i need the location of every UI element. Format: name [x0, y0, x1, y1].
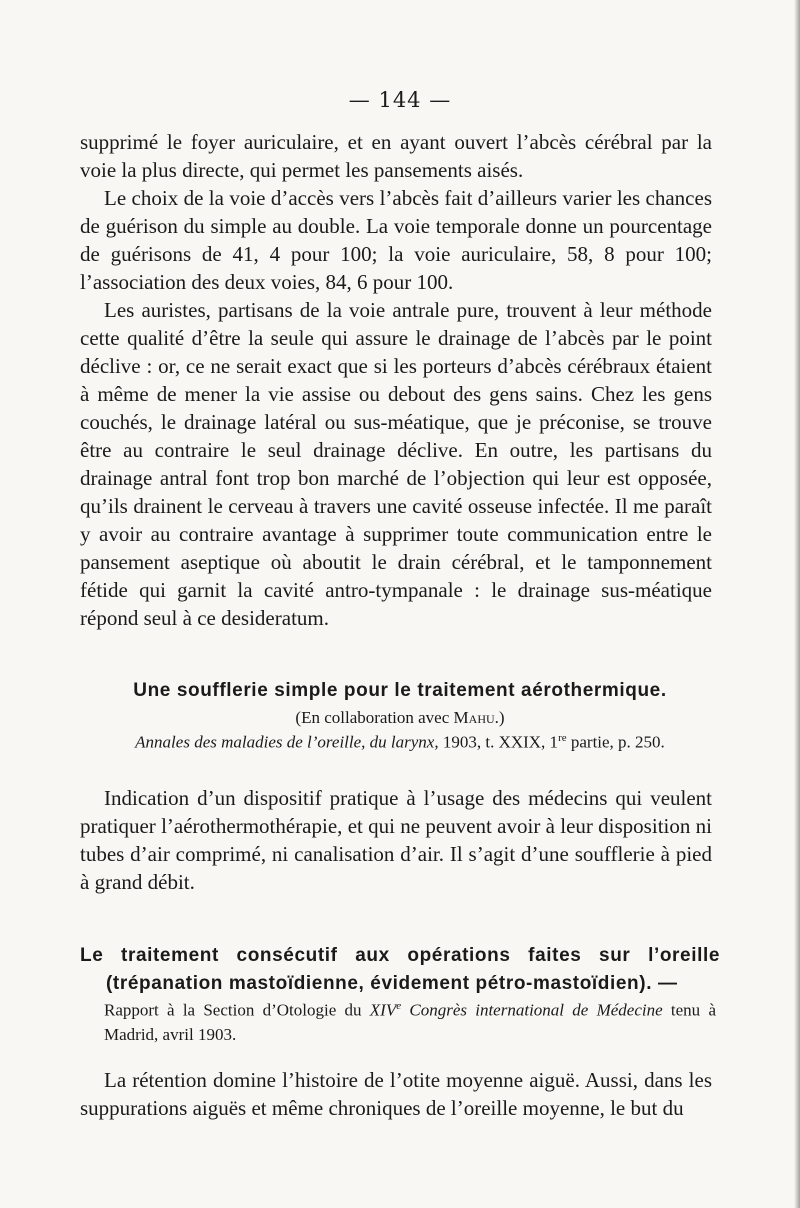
congress-number: XIV: [369, 1000, 397, 1020]
congress-superscript: e: [396, 1000, 402, 1012]
journal-title: Annales des maladies de l’oreille, du larynx,: [135, 732, 439, 752]
paragraph-access-route: Le choix de la voie d’accès vers l’abcès fait d’ailleurs varier les chances de guérison du simple au double. La voie temporale donne un pourcentage de guérisons de 41, 4 pour 100; la voie auriculaire, 58, 8 pour 100; l’association des deux voies, 84, 6 pour 100.: [80, 186, 712, 294]
paragraph-aurists: Les auristes, partisans de la voie antrale pure, trouvent à leur méthode cette qualité d’être la seule qui assure le drainage de l’abcès par le point déclive : or, ce ne serait exact que si les porteurs d’abcès cérébraux étaient à même de mener la vie assise ou debout des gens sains. Chez les gens couchés, le drainage latéral ou sus-méatique, que je préconise, se trouve être au contraire le seul drainage déclive. En outre, les partisans du drainage antral font trop bon marché de l’objection qui leur est opposée, qu’ils drainent le cerveau à travers une cavité osseuse infectée. Il me paraît y avoir au contraire avantage à supprimer toute communication entre le pansement aseptique où aboutit le drain cérébral, et le tamponnement fétide qui garnit la cavité antro-tympanale : le drainage sus-méatique répond seul à ce desideratum.: [80, 298, 712, 630]
report-reference: [104, 994, 716, 1047]
journal-reference: 1903, t. XXIX, 1: [438, 732, 559, 752]
section-title-traitement: [80, 942, 720, 998]
page-edge-shadow: [794, 0, 800, 1208]
journal-superscript: re: [558, 732, 567, 744]
collaborator-name: Mahu: [453, 708, 495, 727]
section-title-line-2: (trépanation mastoïdienne, évidement pétro-mastoïdien). —: [106, 973, 678, 994]
report-suffix: tenu à Madrid, avril 1903.: [104, 1000, 716, 1044]
section-title-line-1: Le traitement consécutif aux opérations faites sur l’oreille: [80, 945, 720, 966]
report-prefix: Rapport à la Section d’Otologie du: [104, 1000, 370, 1020]
congress-name: Congrès international de Médecine: [401, 1000, 663, 1020]
page-number: — 144 —: [348, 88, 452, 112]
paragraph-retention: La rétention domine l’histoire de l’otite moyenne aiguë. Aussi, dans les suppurations aiguës et même chroniques de l’oreille moyenne, le but du: [80, 1068, 712, 1120]
journal-citation: [0, 732, 800, 753]
section-title-soufflerie: Une soufflerie simple pour le traitement aérothermique.: [133, 680, 667, 701]
journal-pages: partie, p. 250.: [566, 732, 665, 752]
paragraph-continuation: supprimé le foyer auriculaire, et en ayant ouvert l’abcès cérébral par la voie la plus directe, qui permet les pansements aisés.: [80, 130, 712, 182]
paragraph-soufflerie: Indication d’un dispositif pratique à l’usage des médecins qui veulent pratiquer l’aérothermothérapie, et qui ne peuvent avoir à leur disposition ni tubes d’air comprimé, ni canalisation d’air. Il s’agit d’une soufflerie à pied à grand débit.: [80, 786, 712, 894]
collaboration-note: [0, 708, 800, 728]
collaboration-suffix: .): [494, 708, 505, 727]
collaboration-prefix: (En collaboration avec: [295, 708, 454, 727]
